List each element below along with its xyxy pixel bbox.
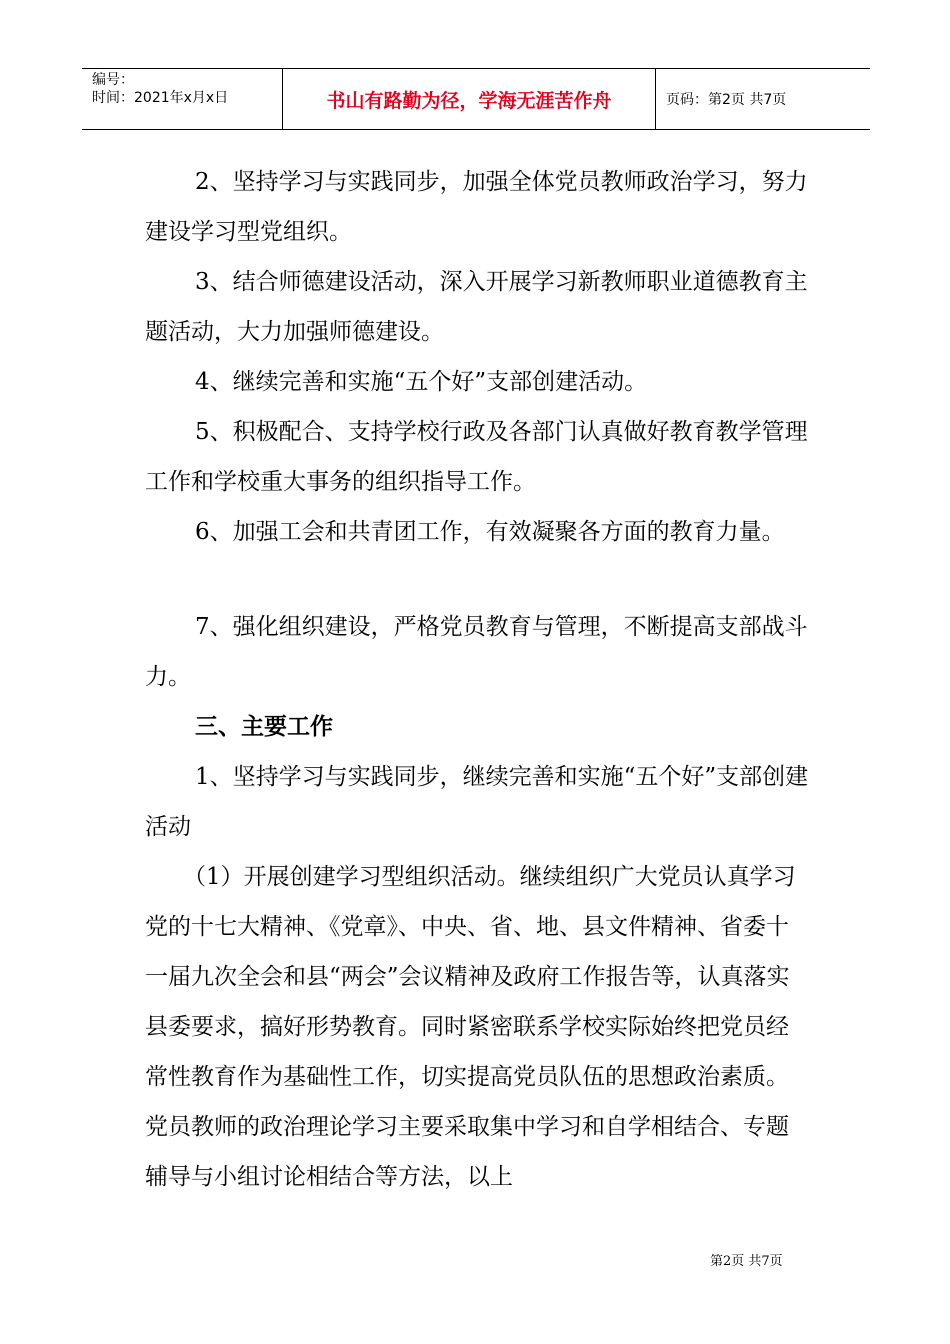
paragraph-5: 5、积极配合、支持学校行政及各部门认真做好教育教学管理工作和学校重大事务的组织指导工作。 (145, 419, 808, 495)
paragraph-gap (145, 557, 810, 602)
paragraph-4: 4、继续完善和实施“五个好”支部创建活动。 (195, 369, 648, 395)
document-number-label: 编号： (92, 72, 134, 88)
document-body (145, 157, 810, 1202)
paragraph-work-1: 1、坚持学习与实践同步，继续完善和实施“五个好”支部创建活动 (145, 764, 809, 840)
paragraph-work-1-1: （1）开展创建学习型组织活动。继续组织广大党员认真学习党的十七大精神、《党章》、中央、省、地、县文件精神、省委十一届九次全会和县“两会”会议精神及政府工作报告等，认真落实县委要求，搞好形势教育。同时紧密联系学校实际始终把党员经常性教育作为基础性工作，切实提高党员队伍的思想政治素质。党员教师的政治理论学习主要采取集中学习和自学相结合、专题辅导与小组讨论相结合等方法，以上 (145, 864, 796, 1190)
paragraph-2: 2、坚持学习与实践同步，加强全体党员教师政治学习，努力建设学习型党组织。 (145, 169, 808, 245)
document-date-label: 时间：2021年x月x日 (92, 90, 229, 106)
paragraph-6: 6、加强工会和共青团工作，有效凝聚各方面的教育力量。 (195, 519, 785, 545)
header-page-label: 页码：第2页 共7页 (666, 92, 787, 108)
page-header (82, 68, 870, 130)
section-heading: 三、主要工作 (195, 713, 333, 740)
paragraph-3: 3、结合师德建设活动，深入开展学习新教师职业道德教育主题活动，大力加强师德建设。 (145, 269, 808, 345)
paragraph-7: 7、强化组织建设，严格党员教育与管理，不断提高支部战斗力。 (145, 614, 808, 690)
header-meta (82, 69, 283, 129)
page-footer: 第2页 共7页 (710, 1254, 783, 1269)
header-motto: 书山有路勤为径，学海无涯苦作舟 (283, 69, 656, 129)
